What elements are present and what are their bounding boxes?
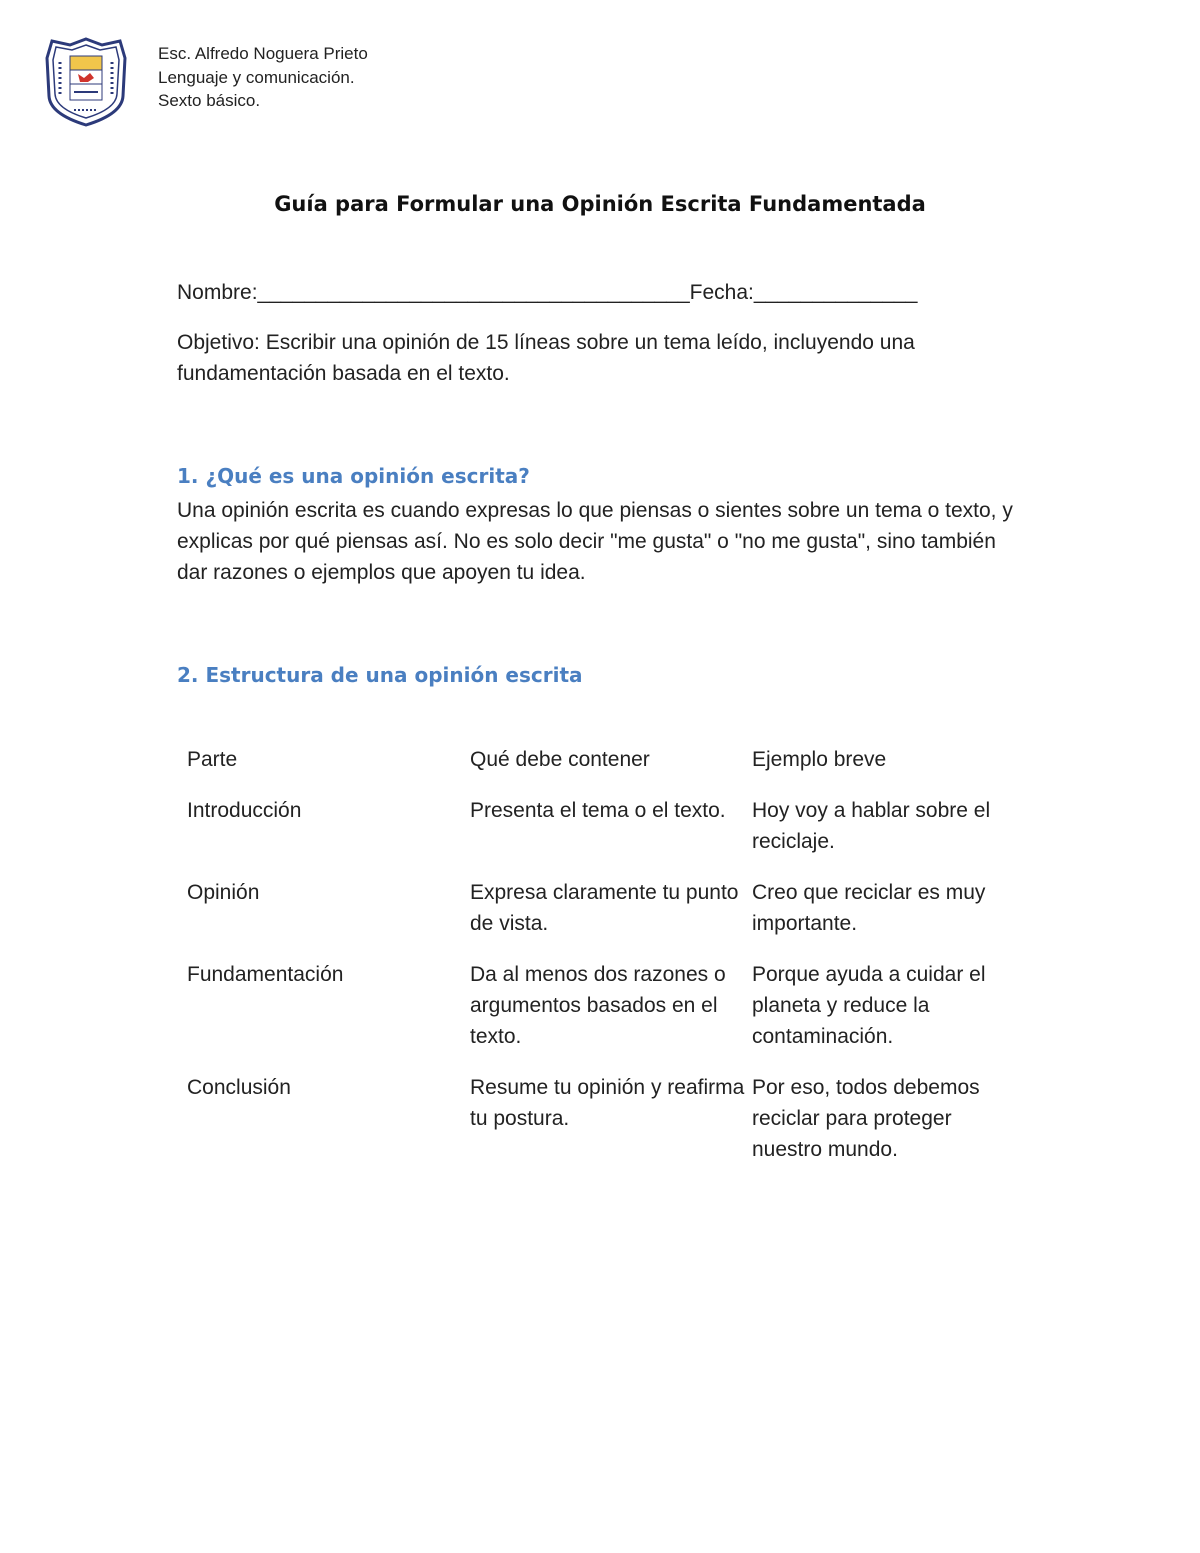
school-name: Esc. Alfredo Noguera Prieto [158, 44, 368, 63]
name-blank: _____________________________________ [257, 281, 690, 304]
table-row [187, 877, 1022, 939]
subject-name: Lenguaje y comunicación. [158, 67, 355, 87]
table-header-cell: Qué debe contener [470, 748, 650, 771]
table-cell-part: Conclusión [187, 1076, 291, 1099]
table-row [187, 1072, 1022, 1165]
table-cell-content: Expresa claramente tu punto de vista. [470, 881, 739, 935]
table-cell-example: Hoy voy a hablar sobre el reciclaje. [752, 799, 991, 853]
table-header-cell: Parte [187, 748, 238, 771]
table-cell-part: Opinión [187, 881, 260, 904]
table-row [187, 959, 1022, 1052]
table-cell-example: Creo que reciclar es muy importante. [752, 881, 986, 935]
table-cell-content: Da al menos dos razones o argumentos basados en el texto. [470, 963, 726, 1048]
structure-table [187, 744, 1022, 1185]
objective-text: Objetivo: Escribir una opinión de 15 líneas sobre un tema leído, incluyendo una fundamentación basada en el texto. [177, 331, 915, 385]
date-blank: ______________ [753, 281, 918, 304]
name-label: Nombre: [177, 281, 258, 304]
section-2-heading: 2. Estructura de una opinión escrita [177, 663, 583, 687]
table-cell-example: Por eso, todos debemos reciclar para proteger nuestro mundo. [752, 1076, 980, 1161]
table-cell-content: Presenta el tema o el texto. [470, 799, 726, 822]
table-cell-content: Resume tu opinión y reafirma tu postura. [470, 1076, 745, 1130]
school-crest-logo [44, 36, 128, 128]
document-header [158, 42, 368, 113]
table-row [187, 795, 1022, 857]
page-title: Guía para Formular una Opinión Escrita Fundamentada [274, 192, 926, 216]
section-1-heading: 1. ¿Qué es una opinión escrita? [177, 464, 530, 488]
table-cell-part: Introducción [187, 799, 302, 822]
section-1-body: Una opinión escrita es cuando expresas lo que piensas o sientes sobre un tema o texto, y explicas por qué piensas así. No es solo decir "me gusta" o "no me gusta", sino también dar razones o ejemplos que apoyen tu idea. [177, 499, 1013, 584]
date-label: Fecha: [689, 281, 754, 304]
table-cell-example: Porque ayuda a cuidar el planeta y reduce la contaminación. [752, 963, 986, 1048]
table-header-cell: Ejemplo breve [752, 748, 887, 771]
name-date-fields [177, 277, 1027, 308]
table-header-row [187, 744, 1022, 775]
grade-level: Sexto básico. [158, 91, 261, 110]
table-cell-part: Fundamentación [187, 963, 344, 986]
